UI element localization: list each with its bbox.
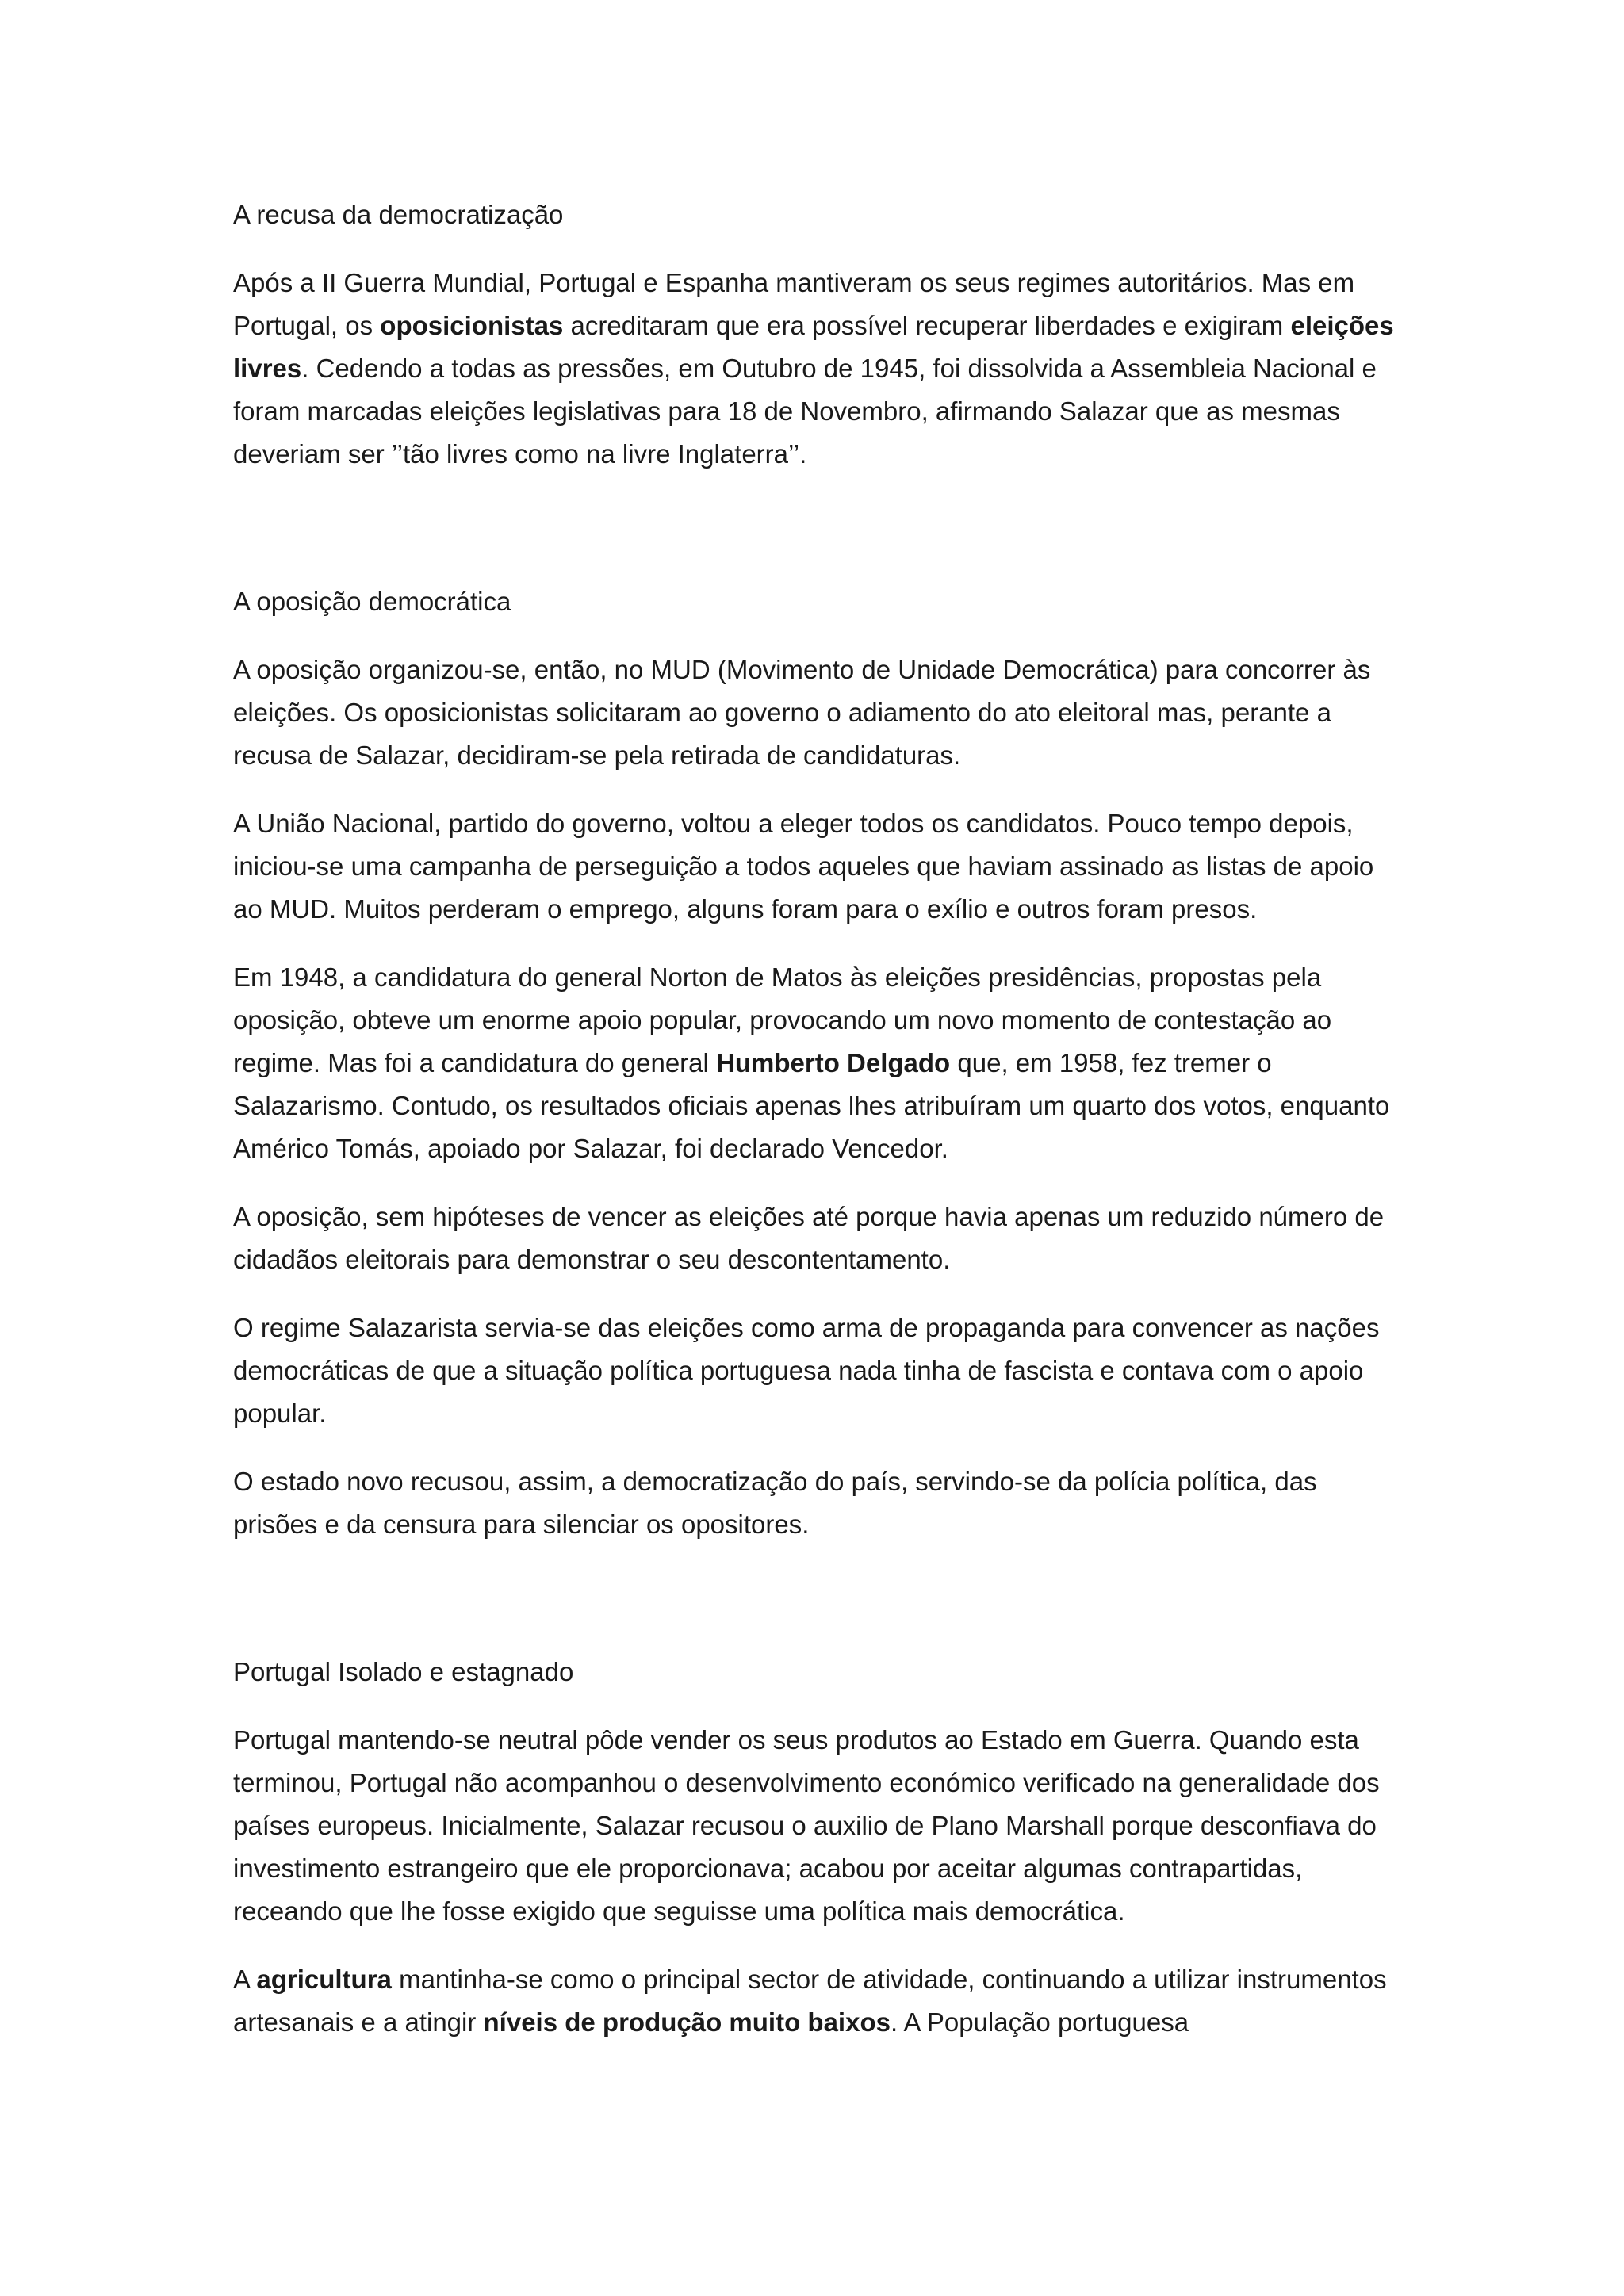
text-run: Em 1948, a candidatura do general Norton de Matos às eleições presidências, propostas pela oposição, obteve um enorme apoio popular, provocando um novo momento de contestação ao regime. Mas foi a candidatura do general bbox=[233, 962, 1332, 1077]
bold-text: níveis de produção muito baixos bbox=[483, 2007, 891, 2037]
paragraph bbox=[233, 1196, 1407, 1281]
section-title: Portugal Isolado e estagnado bbox=[233, 1657, 574, 1686]
text-run: que, em 1958, fez tremer o Salazarismo. Contudo, os resultados oficiais apenas lhes atribuíram um quarto dos votos, enquanto Américo Tomás, apoiado por Salazar, foi declarado Vencedor. bbox=[233, 1048, 1390, 1163]
text-run: mantinha-se como o principal sector de atividade, continuando a utilizar instrumentos artesanais e a atingir bbox=[233, 1965, 1387, 2037]
bold-text: agricultura bbox=[256, 1965, 392, 1994]
section-spacer bbox=[233, 501, 1407, 580]
section-spacer bbox=[233, 1571, 1407, 1651]
text-run: O regime Salazarista servia-se das eleições como arma de propaganda para convencer as nações democráticas de que a situação política portuguesa nada tinha de fascista e contava com o apoio popular. bbox=[233, 1313, 1380, 1428]
document-section bbox=[233, 1651, 1407, 2044]
bold-text: Humberto Delgado bbox=[716, 1048, 951, 1077]
text-run: O estado novo recusou, assim, a democratização do país, servindo-se da polícia política, das prisões e da censura para silenciar os opositores. bbox=[233, 1467, 1317, 1539]
section-title: A recusa da democratização bbox=[233, 200, 564, 229]
bold-text: oposicionistas bbox=[380, 311, 564, 340]
text-run: A bbox=[233, 1965, 257, 1994]
text-run: A oposição, sem hipóteses de vencer as eleições até porque havia apenas um reduzido número de cidadãos eleitorais para demonstrar o seu descontentamento. bbox=[233, 1202, 1385, 1274]
bold-text: eleições livres bbox=[233, 311, 1394, 383]
paragraph bbox=[233, 262, 1407, 476]
document-section bbox=[233, 580, 1407, 1546]
paragraph bbox=[233, 956, 1407, 1170]
text-run: A União Nacional, partido do governo, voltou a eleger todos os candidatos. Pouco tempo depois, iniciou-se uma campanha de perseguição a todos aqueles que haviam assinado as listas de apoio ao MUD. Muitos perderam o emprego, alguns foram para o exílio e outros foram presos. bbox=[233, 809, 1374, 924]
document-page bbox=[233, 193, 1407, 2069]
text-run: Portugal mantendo-se neutral pôde vender os seus produtos ao Estado em Guerra. Quando esta terminou, Portugal não acompanhou o desenvolvimento económico verificado na generalidade dos países europeus. Inicialmente, Salazar recusou o auxilio de Plano Marshall porque desconfiava do investimento estrangeiro que ele proporcionava; acabou por aceitar algumas contrapartidas, receando que lhe fosse exigido que seguisse uma política mais democrática. bbox=[233, 1725, 1380, 1926]
paragraph bbox=[233, 1460, 1407, 1546]
section-title: A oposição democrática bbox=[233, 587, 511, 616]
text-run: . A População portuguesa bbox=[890, 2007, 1189, 2037]
paragraph bbox=[233, 802, 1407, 931]
paragraph bbox=[233, 649, 1407, 777]
text-run: acreditaram que era possível recuperar liberdades e exigiram bbox=[563, 311, 1291, 340]
document-section bbox=[233, 193, 1407, 476]
paragraph bbox=[233, 1307, 1407, 1435]
text-run: Após a II Guerra Mundial, Portugal e Espanha mantiveram os seus regimes autoritários. Mas em Portugal, os bbox=[233, 268, 1355, 340]
text-run: A oposição organizou-se, então, no MUD (Movimento de Unidade Democrática) para concorrer às eleições. Os oposicionistas solicitaram ao governo o adiamento do ato eleitoral mas, perante a recusa de Salazar, decidiram-se pela retirada de candidaturas. bbox=[233, 655, 1371, 770]
paragraph bbox=[233, 1719, 1407, 1933]
text-run: . Cedendo a todas as pressões, em Outubro de 1945, foi dissolvida a Assembleia Nacional e foram marcadas eleições legislativas para 18 de Novembro, afirmando Salazar que as mesmas deveriam ser ’’tão livres como na livre Inglaterra’’. bbox=[233, 354, 1377, 469]
paragraph bbox=[233, 1958, 1407, 2044]
